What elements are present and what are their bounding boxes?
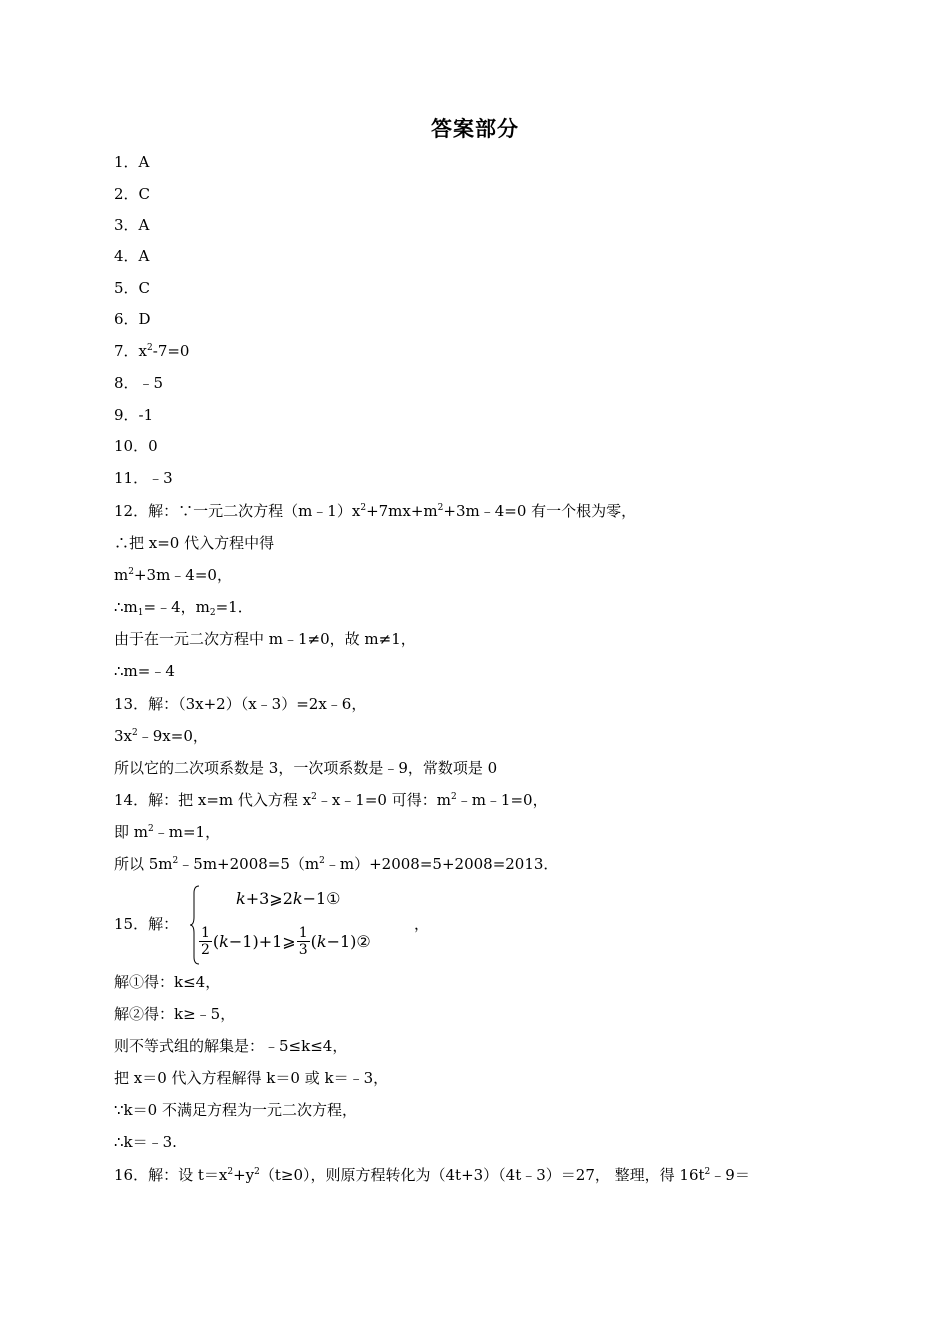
answer-9: 9．-1 [114, 406, 154, 424]
frac1-den: 2 [201, 942, 210, 958]
q15-line-3: 解②得：k≥﹣5， [114, 1005, 236, 1023]
q15-line-2: 解①得：k≤4， [114, 973, 221, 991]
q14-l1-sup1: 2 [311, 792, 317, 802]
answer-7-text: 7．x [114, 342, 148, 360]
q14-line-3 [114, 854, 558, 874]
ineq2-paren2: ( [310, 932, 317, 951]
q15-line-6: ∵k＝0 不满足方程为一元二次方程， [114, 1101, 357, 1119]
ineq2-paren1: ( [212, 932, 220, 951]
q14-l2-a: 即 m [114, 823, 148, 841]
answer-7-exponent: 2 [147, 343, 153, 353]
q12-l4-b: =﹣4，m [143, 598, 210, 616]
q12-line-3 [114, 565, 232, 585]
q16-l1-sup1: 2 [227, 1167, 234, 1177]
q12-l4-c: =1． [215, 598, 253, 616]
q14-line-2 [114, 822, 220, 842]
q12-line-1 [114, 501, 636, 521]
q14-l1-c: ﹣m﹣1=0， [456, 791, 548, 809]
q15-label: 15．解： [114, 915, 179, 933]
q14-l3-b: ﹣5m+2008=5（m [178, 855, 320, 873]
q12-l3-b: +3m﹣4=0， [133, 566, 232, 584]
q15-line-5: 把 x＝0 代入方程解得 k＝0 或 k＝﹣3， [114, 1069, 389, 1087]
ineq1-var2: k [292, 889, 303, 908]
q14-l2-sup: 2 [148, 824, 154, 834]
answer-4: 4．A [114, 247, 150, 265]
frac2-den: 3 [298, 942, 308, 958]
q16-l1-b: +y [233, 1166, 255, 1184]
q12-line-6: ∴m=﹣4 [114, 662, 175, 680]
q14-l3-sup2: 2 [319, 856, 325, 866]
ineq1-end: −1① [302, 889, 341, 908]
ineq2-mid: −1)+1⩾ [228, 932, 296, 951]
q13-line-1: 13．解：（3x+2）（x﹣3）=2x﹣6， [114, 695, 367, 713]
frac1-num: 1 [201, 925, 210, 941]
q16-l1-sup3: 2 [704, 1167, 711, 1177]
answer-2: 2．C [114, 185, 151, 203]
ineq2-var1: k [219, 932, 229, 951]
q16-l1-d: ﹣9＝ [710, 1166, 750, 1184]
answer-10: 10．0 [114, 437, 158, 455]
q12-l1-c: +3m﹣4=0 有一个根为零， [443, 502, 637, 520]
q12-l1-sup1: 2 [360, 503, 367, 513]
q13-line-3: 所以它的二次项系数是 3，一次项系数是﹣9，常数项是 0 [114, 759, 498, 777]
q12-l4-a: ∴m [114, 598, 138, 616]
q15-line-7: ∴k＝﹣3. [114, 1133, 177, 1151]
q12-l1-b: +7mx+m [366, 502, 438, 520]
answer-3: 3．A [114, 216, 150, 234]
q15-line-4: 则不等式组的解集是：﹣5≤k≤4， [114, 1037, 348, 1055]
q14-l1-a: 14．解：把 x=m 代入方程 x [114, 791, 312, 809]
q12-l4-sub2: 2 [209, 608, 216, 618]
q13-l2-a: 3x [114, 727, 133, 745]
q12-line-2: ∴把 x=0 代入方程中得 [114, 534, 275, 552]
q15-inequality-1 [236, 889, 341, 908]
answer-7-text-end: -7=0 [152, 342, 190, 360]
q12-l3-a: m [114, 566, 129, 584]
q16-l1-sup2: 2 [254, 1167, 260, 1177]
q15-inequality-2 [198, 925, 371, 965]
q16-l1-a: 16．解：设 t＝x [114, 1166, 228, 1184]
q12-l1-sup2: 2 [437, 503, 444, 513]
fraction-third [297, 925, 310, 958]
fraction-half [199, 925, 212, 958]
q12-line-5: 由于在一元二次方程中 m﹣1≠0，故 m≠1， [114, 630, 416, 648]
q14-line-1 [114, 790, 548, 810]
ineq2-end: −1)② [326, 932, 371, 951]
q12-l3-sup: 2 [128, 567, 134, 577]
q14-l3-sup1: 2 [172, 856, 179, 866]
answer-1: 1．A [114, 153, 150, 171]
q14-l3-c: ﹣m）+2008=5+2008=2013． [324, 855, 559, 873]
ineq1-var: k [236, 889, 246, 908]
answer-11: 11．﹣3 [114, 469, 173, 487]
q14-l1-b: ﹣x﹣1=0 可得：m [316, 791, 451, 809]
ineq2-var2: k [316, 932, 327, 951]
q14-l3-a: 所以 5m [114, 855, 173, 873]
page-title: 答案部分 [431, 117, 519, 141]
frac2-num: 1 [298, 925, 308, 941]
q13-l2-sup: 2 [132, 728, 138, 738]
answer-6: 6．D [114, 310, 151, 328]
q13-line-2 [114, 726, 208, 746]
q12-line-4 [114, 597, 253, 617]
q16-line-1 [114, 1165, 750, 1185]
q13-l2-b: ﹣9x=0， [137, 727, 208, 745]
q12-l4-sub1: 1 [137, 608, 144, 618]
q15-inequality-system [114, 885, 434, 965]
q16-l1-c: （t≥0），则原方程转化为（4t+3）（4t﹣3）＝27， 整理，得 16t [259, 1166, 705, 1184]
answer-5: 5．C [114, 279, 151, 297]
ineq1-rest: +3⩾2 [245, 889, 293, 908]
answer-7 [114, 341, 189, 361]
answer-8: 8．﹣5 [114, 374, 164, 392]
q15-comma: ， [414, 915, 430, 933]
q12-l1-a: 12．解：∵一元二次方程（m﹣1）x [114, 502, 361, 520]
q14-l1-sup2: 2 [450, 792, 457, 802]
q14-l2-b: ﹣m=1， [153, 823, 221, 841]
